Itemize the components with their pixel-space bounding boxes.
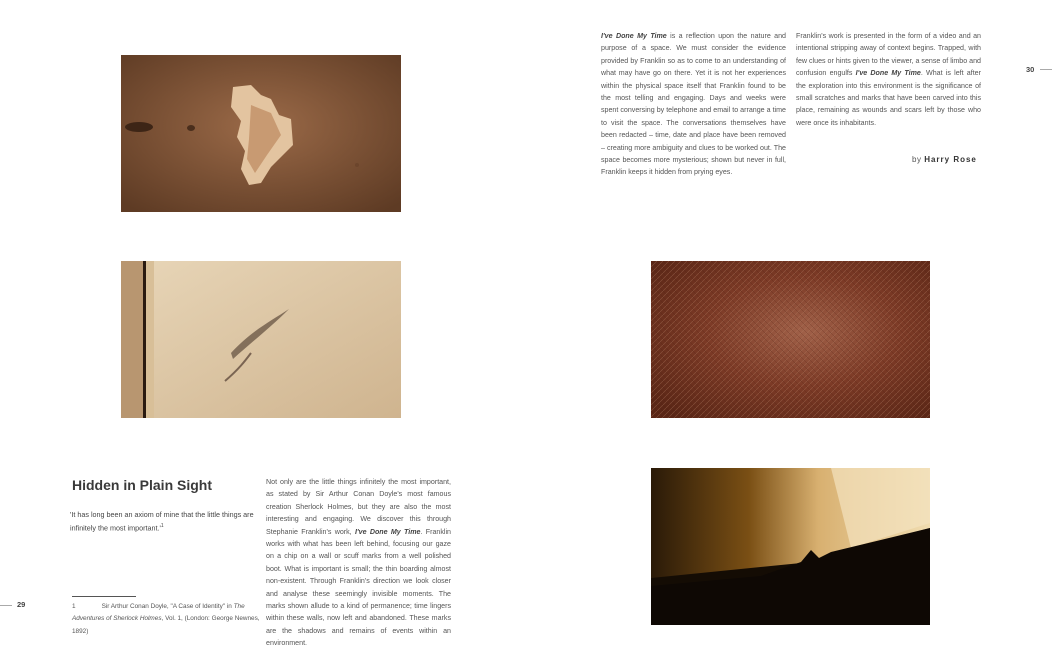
body-text: is a reflection upon the nature and purpose of a space. We must consider the evidence provided by Franklin so as to come to an understanding of what may have go on there. Yet it is not her experiences within the physical space itself that Franklin found to be the most telling and engaging. Days and weeks were spent conversing by telephone and email to arrange a time to visit the space. The conversations themselves have been redacted – time, date and place have been removed – creating more ambiguity and clues to be worked out. The space becomes more mysterious; shown but never in full, Franklin keeps it hidden from prying eyes. xyxy=(601,32,786,177)
pull-quote xyxy=(70,509,260,533)
byline-prefix: by xyxy=(912,155,922,164)
work-title: I've Done My Time xyxy=(855,69,921,78)
body-column-right-2 xyxy=(796,30,981,129)
photo-dark-corner xyxy=(651,468,930,625)
body-column-left xyxy=(266,476,451,650)
body-text: . Franklin works with what has been left behind, focusing our gaze on a chip on a wall or scuff marks from a well polished boot. What is important is small; the thin boarding almost non-existent. Through Franklin's direction we look closer and analyse these seemingly invisible moments. The marks shown allude to a kind of permanence; time lingers within these walls, now left and abandoned. These marks are the shadows and remains of events within an environment. xyxy=(266,527,451,648)
footnote-ref: 1 xyxy=(160,522,164,529)
photo-chipped-wall xyxy=(121,55,401,212)
page-number-left: 29 xyxy=(17,600,26,609)
footnote xyxy=(72,601,260,638)
article-title: Hidden in Plain Sight xyxy=(72,477,212,493)
page-number-rule-right xyxy=(1040,69,1052,70)
footnote-divider xyxy=(72,596,136,597)
work-title: I've Done My Time xyxy=(601,32,667,40)
body-text: Not only are the little things infinitely the most important, as stated by Sir Arthur Conan Doyle's most famous creation Sherlock Holmes, but they are also the most interesting and engaging. We discover this through Stephanie Franklin's work, xyxy=(266,478,451,536)
author-name: Harry Rose xyxy=(924,155,977,164)
quote-text: 'It has long been an axiom of mine that the little things are infinitely the most important.' xyxy=(70,510,254,532)
footnote-text-end: , Vol. 1, (London: George Newnes, 1892) xyxy=(72,615,260,635)
footnote-book-title: The Adventures of Sherlock Holmes xyxy=(72,603,245,623)
footnote-number: 1 xyxy=(72,603,76,610)
body-text: . What is left after the exploration into this environment is the significance of small scratches and marks that have been carved into this place, remaining as wounds and scars left by those who were once its inhabitants. xyxy=(796,69,981,127)
body-column-right-1 xyxy=(601,30,786,179)
page-number-right: 30 xyxy=(1026,65,1035,74)
photo-scuffed-wall xyxy=(121,261,401,418)
body-text: Franklin's work is presented in the form of a video and an intentional stripping away of context begins. Trapped, with few clues or hints given to the viewer, a sense of limbo and confusion engulfs xyxy=(796,32,981,78)
byline xyxy=(912,155,977,164)
photo-carpet xyxy=(651,261,930,418)
work-title: I've Done My Time xyxy=(354,527,421,536)
page-number-rule-left xyxy=(0,605,12,606)
footnote-text: Sir Arthur Conan Doyle, "A Case of Identity" in xyxy=(101,603,234,610)
